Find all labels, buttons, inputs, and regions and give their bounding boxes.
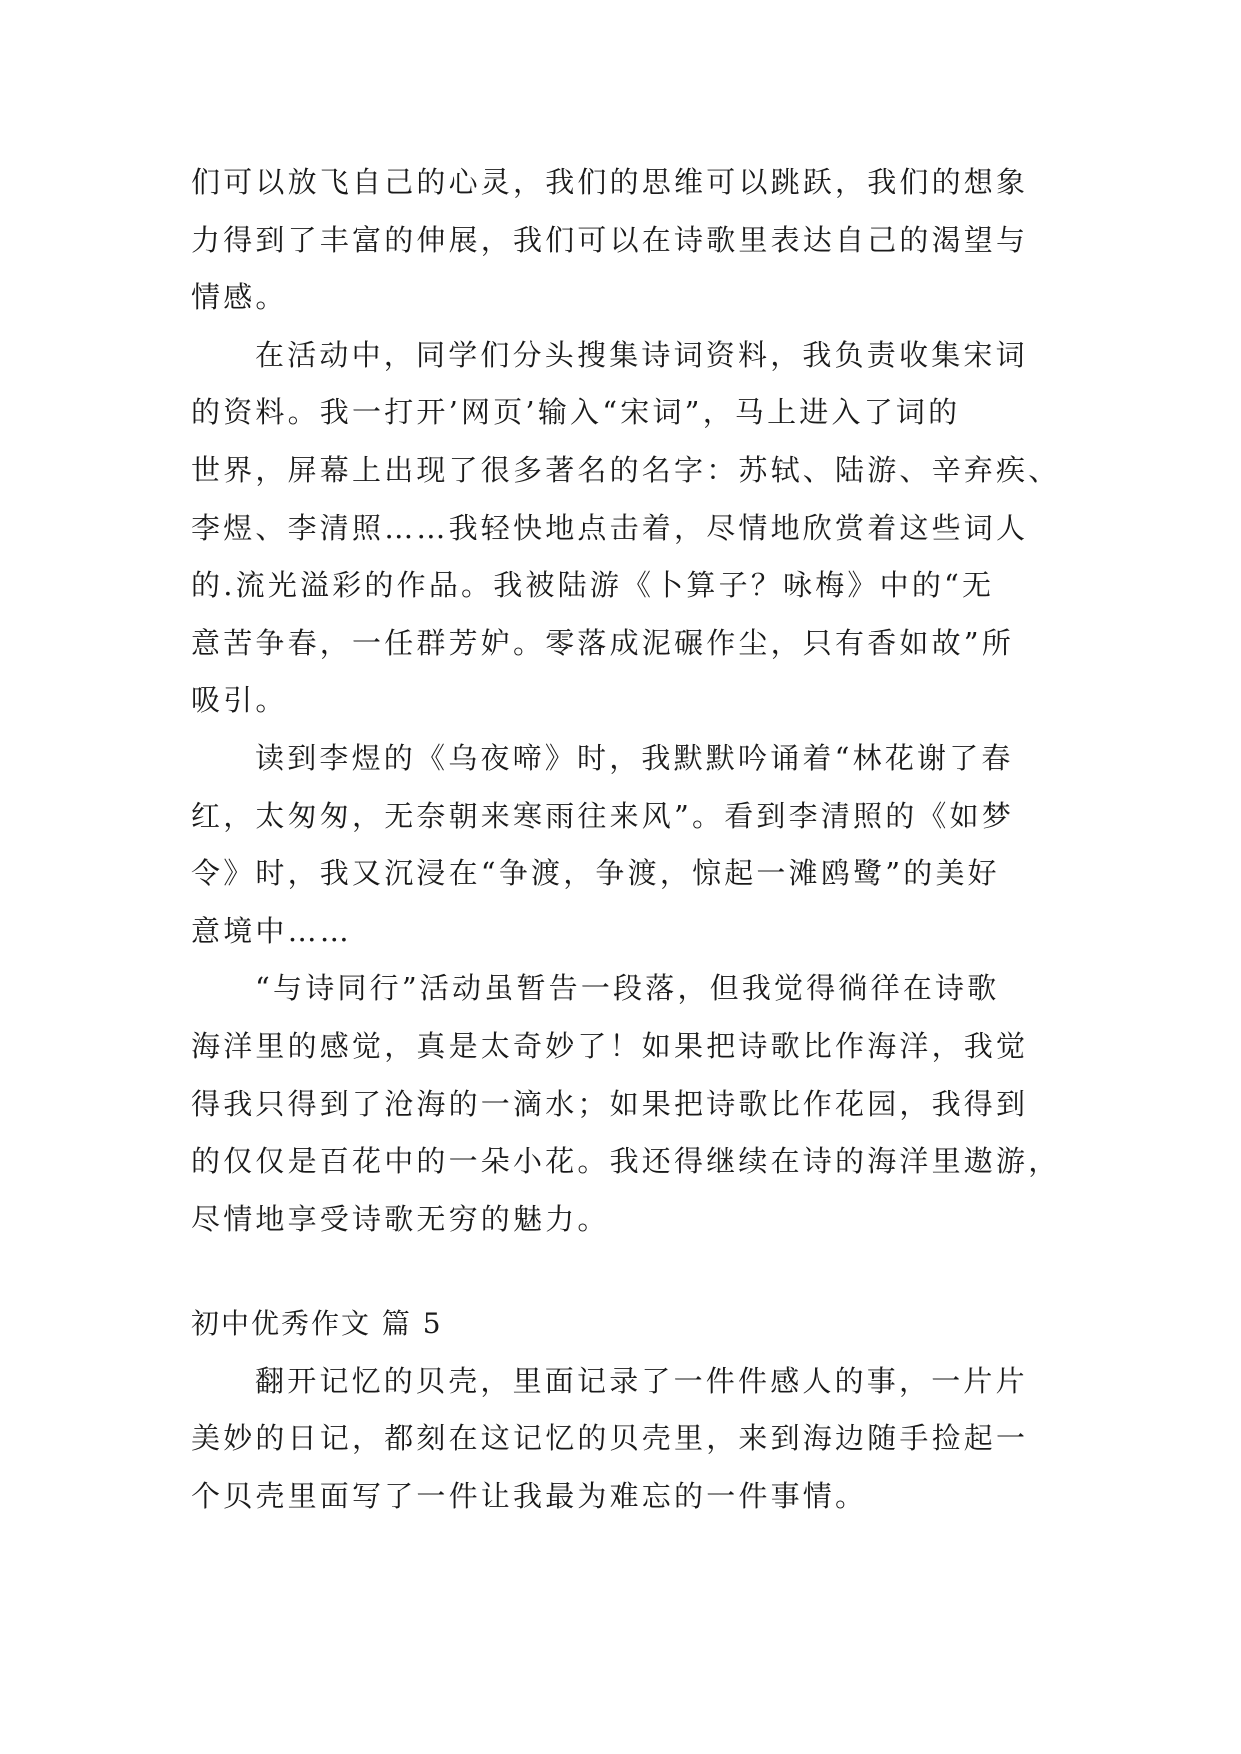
text-line: 红，太匆匆，无奈朝来寒雨往来风”。看到李清照的《如梦 — [191, 798, 1015, 833]
text-line: 意境中…… — [191, 913, 353, 948]
paragraph — [191, 730, 1051, 960]
text-line: 尽情地享受诗歌无穷的魅力。 — [191, 1201, 610, 1236]
text-line: 令》时，我又沉浸在“争渡，争渡，惊起一滩鸥鹭”的美好 — [191, 856, 1000, 891]
text-line: 在活动中，同学们分头搜集诗词资料，我负责收集宋词 — [255, 337, 1028, 372]
text-line: 个贝壳里面写了一件让我最为难忘的一件事情。 — [191, 1479, 868, 1514]
essay-4-continued — [191, 154, 1061, 1248]
text-line: 情感。 — [191, 280, 288, 315]
text-line: 的资料。我一打开’网页’输入“宋词”，马上进入了词的 — [191, 395, 961, 430]
essay-5 — [191, 1295, 1051, 1525]
essay-title: 初中优秀作文 篇 5 — [191, 1307, 443, 1341]
text-line: 力得到了丰富的伸展，我们可以在诗歌里表达自己的渴望与 — [191, 222, 1029, 257]
paragraph — [191, 960, 1061, 1248]
paragraph — [191, 1353, 1051, 1526]
text-line: 美妙的日记，都刻在这记忆的贝壳里，来到海边随手捡起一 — [191, 1421, 1029, 1456]
text-line: 意苦争春，一任群芳妒。零落成泥碾作尘，只有香如故”所 — [191, 625, 1015, 660]
text-line: 读到李煜的《乌夜啼》时，我默默吟诵着“林花谢了春 — [255, 740, 1014, 775]
text-line: 吸引。 — [191, 683, 288, 718]
text-line: 们可以放飞自己的心灵，我们的思维可以跳跃，我们的想象 — [191, 165, 1029, 199]
paragraph — [191, 327, 1061, 730]
text-line: “与诗同行”活动虽暂告一段落，但我觉得徜徉在诗歌 — [255, 971, 1000, 1006]
text-line: 海洋里的感觉，真是太奇妙了！如果把诗歌比作海洋，我觉 — [191, 1028, 1029, 1063]
text-line: 李煜、李清照……我轻快地点击着，尽情地欣赏着这些词人 — [191, 510, 1029, 545]
text-line: 的仅仅是百花中的一朵小花。我还得继续在诗的海洋里遨游， — [191, 1144, 1061, 1179]
text-line: 翻开记忆的贝壳，里面记录了一件件感人的事，一片片 — [255, 1363, 1028, 1398]
text-line: 世界，屏幕上出现了很多著名的名字：苏轼、陆游、辛弃疾、 — [191, 452, 1061, 487]
paragraph — [191, 154, 1051, 327]
text-line: 得我只得到了沧海的一滴水；如果把诗歌比作花园，我得到 — [191, 1086, 1029, 1121]
document-page — [191, 154, 1061, 1526]
text-line: 的.流光溢彩的作品。我被陆游《卜算子？咏梅》中的“无 — [191, 568, 995, 603]
